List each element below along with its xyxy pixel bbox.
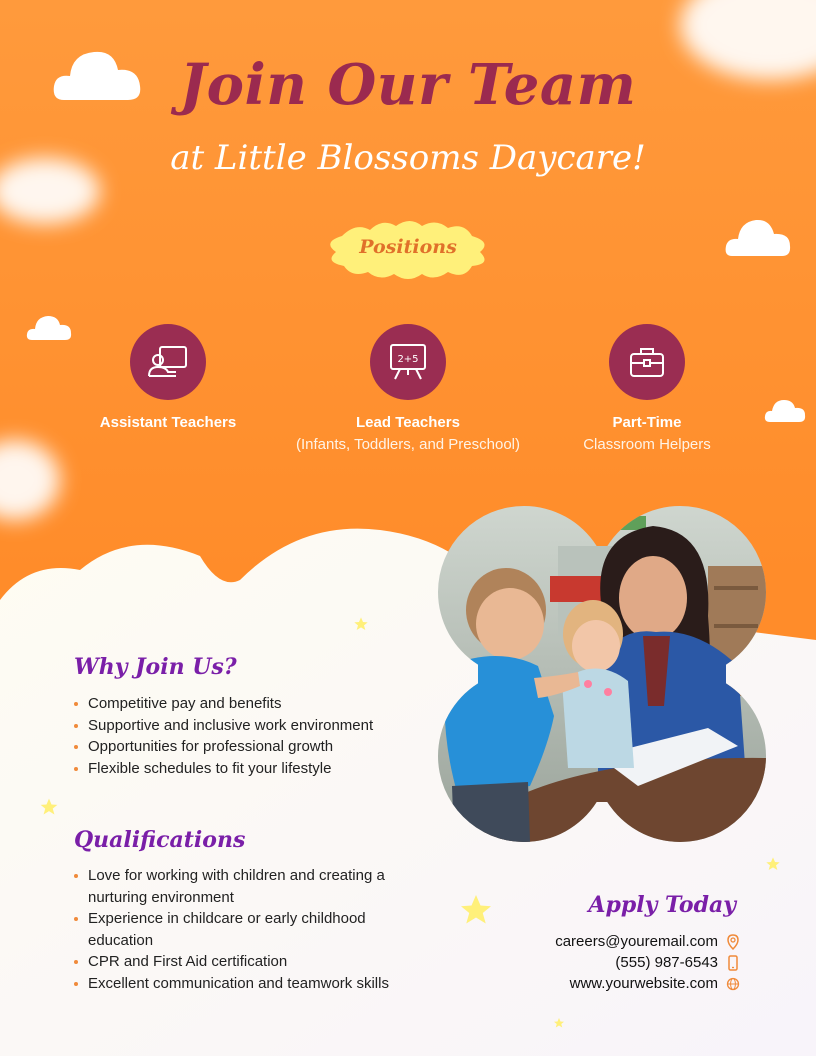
contact-email bbox=[470, 933, 740, 950]
why-join-list bbox=[74, 693, 434, 779]
star-decoration bbox=[39, 797, 59, 817]
why-join-heading: Why Join Us? bbox=[74, 654, 237, 680]
list-item: Love for working with children and creating a nurturing environment bbox=[74, 865, 416, 908]
star-decoration bbox=[458, 892, 494, 928]
chalkboard-math-icon bbox=[370, 324, 446, 400]
contact-phone bbox=[470, 954, 740, 971]
list-item: Flexible schedules to fit your lifestyle bbox=[74, 758, 434, 780]
teacher-board-icon bbox=[130, 324, 206, 400]
position-subtitle: (Infants, Toddlers, and Preschool) bbox=[295, 436, 520, 453]
position-card-lead bbox=[278, 324, 538, 453]
list-item: Experience in childcare or early childhood education bbox=[74, 908, 416, 951]
star-decoration bbox=[765, 856, 781, 872]
email-text[interactable]: careers@youremail.com bbox=[555, 933, 718, 950]
position-title: Lead Teachers bbox=[356, 414, 460, 431]
phone-icon bbox=[726, 955, 740, 971]
position-title: Part-Time bbox=[612, 414, 682, 431]
list-item: Competitive pay and benefits bbox=[74, 693, 434, 715]
qualifications-list bbox=[74, 865, 416, 994]
position-card-parttime bbox=[517, 324, 777, 453]
location-pin-icon bbox=[726, 934, 740, 950]
page-subtitle: at Little Blossoms Daycare! bbox=[170, 138, 646, 178]
briefcase-icon bbox=[609, 324, 685, 400]
contact-website bbox=[470, 975, 740, 992]
qualifications-heading: Qualifications bbox=[74, 827, 246, 853]
list-item: Opportunities for professional growth bbox=[74, 736, 434, 758]
positions-label: Positions bbox=[359, 236, 457, 258]
list-item: CPR and First Aid certification bbox=[74, 951, 416, 973]
position-subtitle: Classroom Helpers bbox=[583, 436, 711, 453]
website-text[interactable]: www.yourwebsite.com bbox=[569, 975, 718, 992]
phone-text[interactable]: (555) 987-6543 bbox=[615, 954, 718, 971]
apply-heading: Apply Today bbox=[588, 892, 736, 918]
star-decoration bbox=[553, 1017, 565, 1029]
list-item: Supportive and inclusive work environment bbox=[74, 715, 434, 737]
position-card-assistant bbox=[38, 324, 298, 431]
list-item: Excellent communication and teamwork skills bbox=[74, 973, 416, 995]
svg-text:2+5: 2+5 bbox=[397, 354, 419, 365]
page-title: Join Our Team bbox=[179, 52, 637, 118]
position-title: Assistant Teachers bbox=[99, 414, 237, 431]
daycare-photo bbox=[438, 506, 766, 842]
star-decoration bbox=[353, 616, 369, 632]
globe-icon bbox=[726, 976, 740, 992]
positions-badge bbox=[322, 216, 494, 284]
